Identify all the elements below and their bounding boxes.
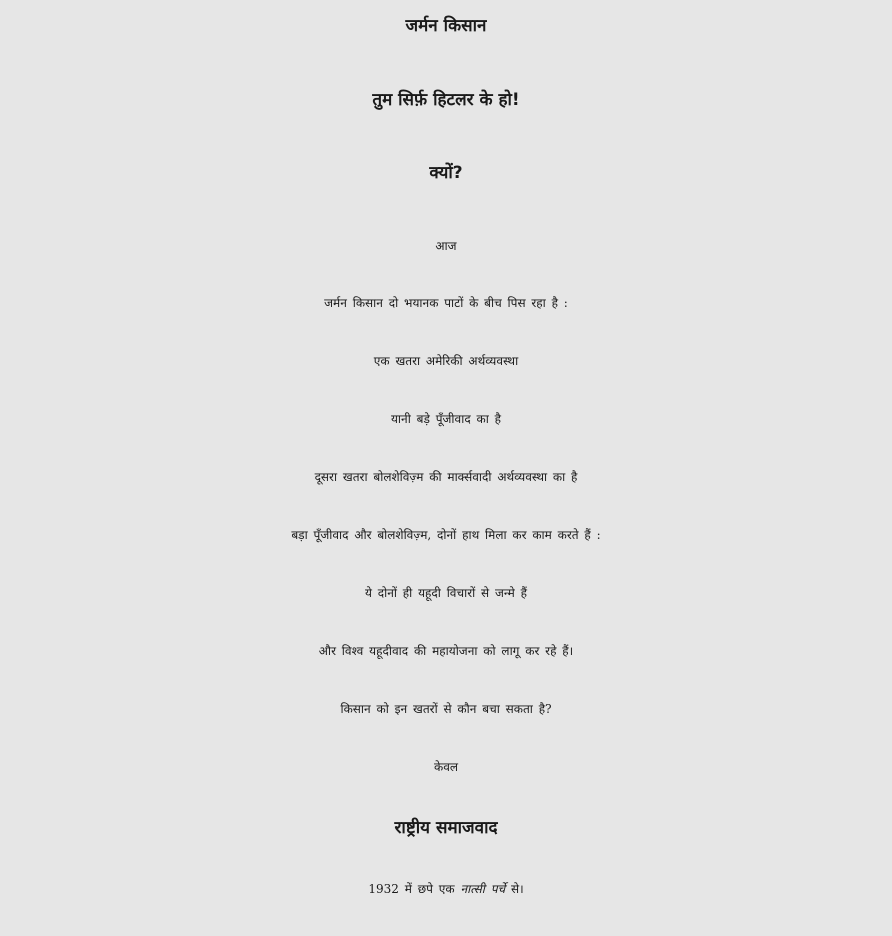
poster-question: क्यों? (429, 163, 463, 183)
body-line: किसान को इन खतरों से कौन बचा सकता है? (340, 702, 552, 716)
caption-italic: नात्सी पर्चे (460, 882, 506, 896)
body-line: और विश्व यहूदीवाद की महायोजना को लागू कर रहे हैं। (318, 644, 574, 658)
body-line: यानी बड़े पूँजीवाद का है (390, 412, 502, 426)
body-line: आज (435, 239, 457, 253)
body-line: दूसरा खतरा बोलशेविज़्म की मार्क्सवादी अर्थव्यवस्था का है (314, 470, 578, 484)
body-line: एक खतरा अमेरिकी अर्थव्यवस्था (373, 354, 519, 368)
source-caption (0, 883, 892, 895)
body-line: ये दोनों ही यहूदी विचारों से जन्मे हैं (364, 586, 528, 600)
poster-title: जर्मन किसान (405, 16, 487, 36)
caption-prefix: 1932 में छपे एक (368, 882, 455, 896)
answer-heading: राष्ट्रीय समाजवाद (394, 818, 498, 838)
poster-subtitle: तुम सिर्फ़ हिटलर के हो! (372, 90, 520, 110)
caption-suffix: से। (510, 882, 524, 896)
body-line: जर्मन किसान दो भयानक पाटों के बीच पिस रहा है : (324, 296, 568, 310)
body-line: केवल (433, 760, 459, 774)
body-line: बड़ा पूँजीवाद और बोलशेविज़्म, दोनों हाथ मिला कर काम करते हैं : (291, 528, 601, 542)
